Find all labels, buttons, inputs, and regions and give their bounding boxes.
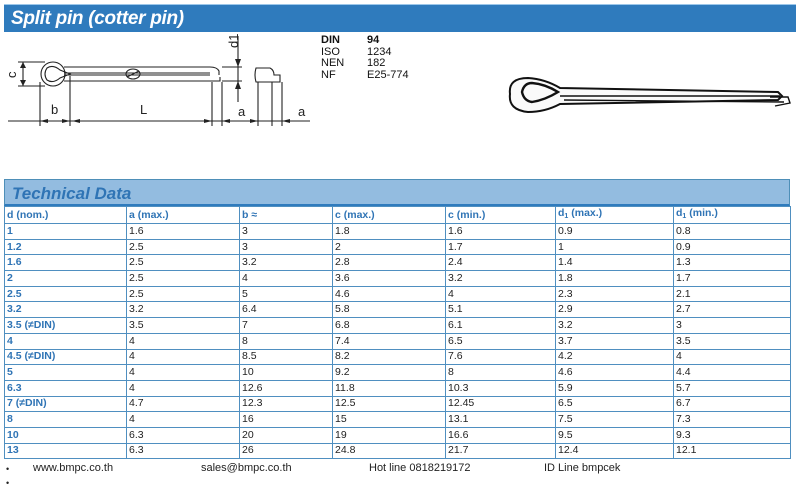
line-id-text: ID Line bmpcek — [544, 462, 621, 474]
table-row — [5, 255, 791, 271]
row-label: 1.6 — [5, 255, 127, 271]
split-pin-image — [500, 70, 800, 130]
technical-data-heading: Technical Data — [4, 179, 790, 206]
table-cell: 20 — [240, 427, 333, 443]
hotline-text: Hot line 0818219172 — [369, 462, 471, 474]
table-cell: 6.7 — [674, 396, 791, 412]
table-cell: 1.6 — [127, 224, 240, 240]
website-link[interactable]: www.bmpc.co.th — [33, 462, 114, 474]
table-cell: 8.2 — [333, 349, 446, 365]
table-cell: 7.4 — [333, 333, 446, 349]
table-cell: 8 — [240, 333, 333, 349]
table-cell: 10.3 — [446, 380, 556, 396]
table-cell: 13.1 — [446, 412, 556, 428]
table-cell: 1.7 — [446, 239, 556, 255]
table-cell: 7 — [240, 318, 333, 334]
table-cell: 2.7 — [674, 302, 791, 318]
table-cell: 1.7 — [674, 271, 791, 287]
table-cell: 2.5 — [127, 239, 240, 255]
table-cell: 6.3 — [127, 443, 240, 459]
table-row — [5, 333, 791, 349]
table-cell: 3.5 — [674, 333, 791, 349]
standard-din: DIN 94 — [321, 34, 380, 46]
table-cell: 7.6 — [446, 349, 556, 365]
row-label: 3.5 (≠DIN) — [5, 318, 127, 334]
column-header: $d_1$ (max.) — [556, 207, 674, 224]
table-cell: 7.5 — [556, 412, 674, 428]
row-label: 4 — [5, 333, 127, 349]
table-cell: 19 — [333, 427, 446, 443]
email-link[interactable]: sales@bmpc.co.th — [201, 462, 292, 474]
table-cell: 6.5 — [446, 333, 556, 349]
table-row — [5, 239, 791, 255]
standards-list — [321, 35, 409, 81]
column-header: $d_1$ (min.) — [674, 207, 791, 224]
table-cell: 4.6 — [333, 286, 446, 302]
table-cell: 12.5 — [333, 396, 446, 412]
table-cell: 1.3 — [674, 255, 791, 271]
table-row — [5, 412, 791, 428]
table-cell: 10 — [240, 365, 333, 381]
table-cell: 2.1 — [674, 286, 791, 302]
table-cell: 1.8 — [333, 224, 446, 240]
bullet-icon: • — [6, 464, 10, 474]
table-row — [5, 271, 791, 287]
title-bar — [4, 4, 796, 32]
table-row — [5, 396, 791, 412]
column-header: d (nom.) — [5, 207, 127, 224]
table-cell: 4.7 — [127, 396, 240, 412]
table-cell: 0.9 — [556, 224, 674, 240]
table-cell: 6.5 — [556, 396, 674, 412]
table-cell: 4.6 — [556, 365, 674, 381]
table-cell: 0.8 — [674, 224, 791, 240]
table-cell: 4 — [127, 412, 240, 428]
table-cell: 2.4 — [446, 255, 556, 271]
svg-text:L: L — [140, 102, 148, 117]
table-cell: 2 — [333, 239, 446, 255]
table-cell: 6.8 — [333, 318, 446, 334]
svg-text:b: b — [51, 102, 59, 117]
table-cell: 8.5 — [240, 349, 333, 365]
table-cell: 3 — [240, 224, 333, 240]
table-cell: 1.6 — [446, 224, 556, 240]
row-label: 5 — [5, 365, 127, 381]
row-label: 10 — [5, 427, 127, 443]
row-label: 6.3 — [5, 380, 127, 396]
table-cell: 4.4 — [674, 365, 791, 381]
svg-text:a: a — [238, 104, 246, 119]
row-label: 8 — [5, 412, 127, 428]
table-row — [5, 224, 791, 240]
row-label: 13 — [5, 443, 127, 459]
standard-iso: ISO 1234 — [321, 45, 392, 58]
table-cell: 5.8 — [333, 302, 446, 318]
table-cell: 2.5 — [127, 286, 240, 302]
row-label: 7 (≠DIN) — [5, 396, 127, 412]
table-row — [5, 443, 791, 459]
technical-drawing — [0, 34, 320, 134]
table-cell: 4 — [446, 286, 556, 302]
row-label: 2 — [5, 271, 127, 287]
table-cell: 6.3 — [127, 427, 240, 443]
table-cell: 9.3 — [674, 427, 791, 443]
table-cell: 2.8 — [333, 255, 446, 271]
table-cell: 26 — [240, 443, 333, 459]
table-row — [5, 349, 791, 365]
technical-data-table — [4, 206, 791, 459]
page-title: Split pin (cotter pin) — [11, 8, 184, 29]
table-cell: 4 — [127, 365, 240, 381]
table-cell: 3.2 — [240, 255, 333, 271]
table-cell: 0.9 — [674, 239, 791, 255]
column-header: a (max.) — [127, 207, 240, 224]
table-cell: 4 — [127, 380, 240, 396]
table-cell: 16.6 — [446, 427, 556, 443]
table-row — [5, 427, 791, 443]
table-row — [5, 302, 791, 318]
table-cell: 3.2 — [556, 318, 674, 334]
table-cell: 3.2 — [127, 302, 240, 318]
table-cell: 2.5 — [127, 271, 240, 287]
row-label: 1 — [5, 224, 127, 240]
svg-text:d1: d1 — [226, 34, 241, 48]
table-row — [5, 286, 791, 302]
table-row — [5, 380, 791, 396]
table-cell: 15 — [333, 412, 446, 428]
table-cell: 2.9 — [556, 302, 674, 318]
row-label: 4.5 (≠DIN) — [5, 349, 127, 365]
table-row — [5, 365, 791, 381]
table-cell: 12.45 — [446, 396, 556, 412]
table-cell: 3.6 — [333, 271, 446, 287]
standard-nf: NF E25-774 — [321, 68, 409, 81]
table-cell: 6.1 — [446, 318, 556, 334]
table-cell: 3.2 — [446, 271, 556, 287]
table-cell: 12.3 — [240, 396, 333, 412]
table-cell: 11.8 — [333, 380, 446, 396]
table-header-row — [5, 207, 791, 224]
table-cell: 4 — [240, 271, 333, 287]
table-cell: 5.7 — [674, 380, 791, 396]
technical-data-section — [4, 179, 790, 459]
table-cell: 21.7 — [446, 443, 556, 459]
table-cell: 2.5 — [127, 255, 240, 271]
table-cell: 24.8 — [333, 443, 446, 459]
table-cell: 2.3 — [556, 286, 674, 302]
table-cell: 9.5 — [556, 427, 674, 443]
table-cell: 4.2 — [556, 349, 674, 365]
row-label: 2.5 — [5, 286, 127, 302]
table-cell: 5 — [240, 286, 333, 302]
table-cell: 3.5 — [127, 318, 240, 334]
table-cell: 4 — [127, 333, 240, 349]
table-cell: 3.7 — [556, 333, 674, 349]
svg-text:c: c — [4, 71, 19, 78]
table-cell: 6.4 — [240, 302, 333, 318]
table-cell: 3 — [674, 318, 791, 334]
table-cell: 4 — [127, 349, 240, 365]
row-label: 1.2 — [5, 239, 127, 255]
svg-text:a: a — [298, 104, 306, 119]
table-cell: 9.2 — [333, 365, 446, 381]
table-cell: 1 — [556, 239, 674, 255]
standard-nen: NEN 182 — [321, 57, 386, 69]
column-header: b ≈ — [240, 207, 333, 224]
row-label: 3.2 — [5, 302, 127, 318]
bullet-icon: • — [6, 478, 10, 488]
table-cell: 5.1 — [446, 302, 556, 318]
table-cell: 5.9 — [556, 380, 674, 396]
table-cell: 3 — [240, 239, 333, 255]
table-cell: 8 — [446, 365, 556, 381]
table-cell: 1.8 — [556, 271, 674, 287]
table-cell: 7.3 — [674, 412, 791, 428]
table-cell: 1.4 — [556, 255, 674, 271]
table-cell: 4 — [674, 349, 791, 365]
table-cell: 12.1 — [674, 443, 791, 459]
column-header: c (min.) — [446, 207, 556, 224]
table-row — [5, 318, 791, 334]
table-cell: 12.6 — [240, 380, 333, 396]
table-cell: 12.4 — [556, 443, 674, 459]
column-header: c (max.) — [333, 207, 446, 224]
table-cell: 16 — [240, 412, 333, 428]
